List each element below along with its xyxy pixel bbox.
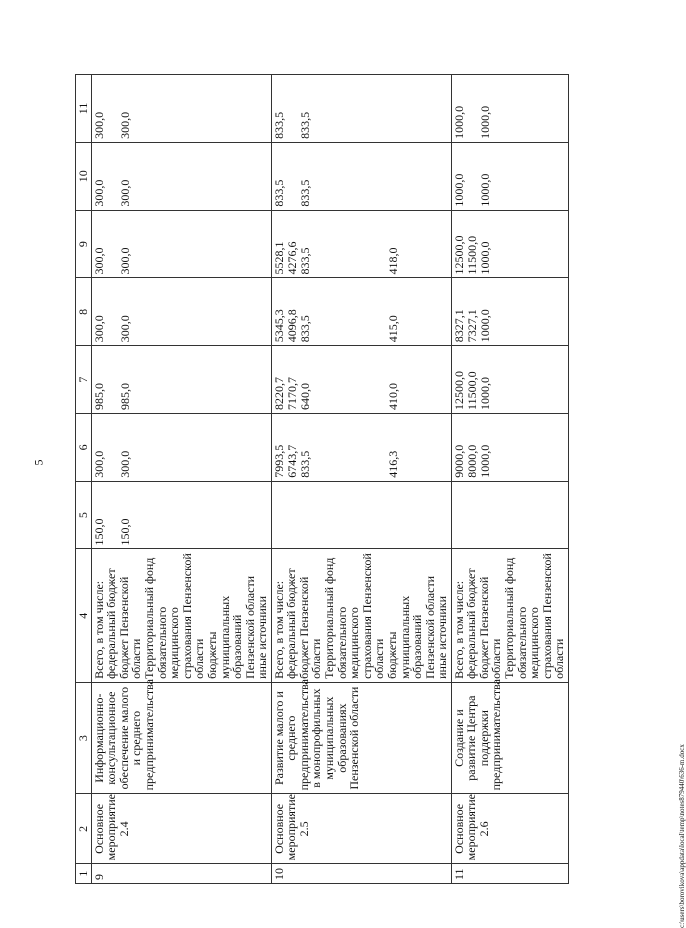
year-value-cell	[271, 346, 451, 414]
year-value-cell	[91, 481, 271, 549]
value	[106, 78, 119, 139]
row-number: 10	[271, 864, 451, 884]
value	[387, 146, 437, 207]
column-header: 5	[76, 481, 92, 549]
value: 833,5	[297, 315, 312, 343]
source-label: бюджеты муниципальных образований Пензенской области	[204, 575, 257, 679]
footer-path: c:\users\borovikova\appdata\local\temp\notes879440\636-m.docx	[677, 744, 686, 928]
value	[207, 214, 257, 275]
value: 150,0	[91, 518, 106, 546]
source-label: иные источники	[435, 595, 450, 679]
year-value-cell	[451, 210, 568, 278]
value: 1000,0	[451, 105, 466, 139]
value	[257, 78, 270, 139]
column-header: 2	[76, 794, 92, 864]
year-value-cell	[451, 481, 568, 549]
value	[207, 281, 257, 342]
value	[144, 214, 207, 275]
value: 985,0	[117, 382, 132, 410]
value	[437, 485, 450, 546]
value	[106, 146, 119, 207]
value: 300,0	[91, 450, 106, 478]
event-name: Основное мероприятие 2.6	[451, 794, 568, 864]
column-header: 11	[76, 75, 92, 143]
value: 5345,3	[271, 309, 286, 343]
value	[286, 146, 299, 207]
value: 833,5	[271, 179, 286, 207]
value: 11500,0	[464, 371, 479, 410]
year-value-cell	[451, 75, 568, 143]
value: 8327,1	[451, 309, 466, 343]
value	[504, 281, 567, 342]
value	[324, 214, 387, 275]
value: 418,0	[385, 247, 400, 275]
value	[504, 146, 567, 207]
value	[324, 485, 387, 546]
year-value-cell	[91, 142, 271, 210]
value	[144, 417, 207, 478]
source-label: бюджет Пензенской области	[476, 576, 504, 679]
value	[504, 349, 567, 410]
value	[257, 349, 270, 410]
column-header: 10	[76, 142, 92, 210]
value	[466, 485, 479, 546]
value	[207, 485, 257, 546]
value: 1000,0	[451, 173, 466, 207]
value	[479, 485, 504, 546]
table-row	[91, 75, 271, 884]
value	[207, 78, 257, 139]
year-value-cell	[271, 481, 451, 549]
value	[324, 417, 387, 478]
value	[106, 214, 119, 275]
value: 300,0	[117, 450, 132, 478]
year-value-cell	[451, 346, 568, 414]
page-number: 5	[31, 459, 46, 466]
value: 410,0	[385, 382, 400, 410]
funding-sources	[91, 549, 271, 682]
value: 833,5	[297, 450, 312, 478]
value	[299, 485, 324, 546]
value: 1000,0	[477, 309, 492, 343]
value: 7993,5	[271, 444, 286, 478]
column-header: 8	[76, 278, 92, 346]
column-header: 1	[76, 864, 92, 884]
value	[437, 349, 450, 410]
value	[504, 214, 567, 275]
value: 5528,1	[271, 241, 286, 275]
value	[207, 349, 257, 410]
value: 6743,7	[284, 444, 299, 478]
value	[286, 78, 299, 139]
year-value-cell	[451, 278, 568, 346]
year-value-cell	[91, 210, 271, 278]
funding-sources	[451, 549, 568, 682]
value: 300,0	[117, 247, 132, 275]
program-name: Создание и развитие Центра поддержки предпринимательства	[451, 682, 568, 794]
year-value-cell	[451, 142, 568, 210]
value	[324, 78, 387, 139]
value: 1000,0	[477, 241, 492, 275]
value: 833,5	[297, 179, 312, 207]
value	[324, 349, 387, 410]
column-header: 4	[76, 549, 92, 682]
value: 300,0	[91, 179, 106, 207]
value: 4276,6	[284, 241, 299, 275]
year-value-cell	[91, 75, 271, 143]
value	[504, 417, 567, 478]
value	[504, 485, 567, 546]
column-header: 3	[76, 682, 92, 794]
value	[144, 485, 207, 546]
value: 8000,0	[464, 444, 479, 478]
program-name: Информационно-консультационное обеспечение малого и среднего предпринимательства	[91, 682, 271, 794]
value	[286, 485, 299, 546]
source-label: Территориальный фонд обязательного медицинского страхования Пензенской области	[501, 553, 567, 679]
year-value-cell	[91, 346, 271, 414]
value: 416,3	[385, 450, 400, 478]
value	[437, 146, 450, 207]
value: 300,0	[91, 247, 106, 275]
event-name: Основное мероприятие 2.4	[91, 794, 271, 864]
value	[437, 78, 450, 139]
value: 7327,1	[464, 309, 479, 343]
source-label: Всего, в том числе:	[91, 580, 106, 679]
value	[387, 485, 437, 546]
value: 300,0	[117, 111, 132, 139]
value: 4096,8	[284, 309, 299, 343]
value	[324, 146, 387, 207]
value: 300,0	[91, 111, 106, 139]
value	[453, 485, 466, 546]
value	[257, 146, 270, 207]
value: 833,5	[297, 111, 312, 139]
year-value-cell	[91, 278, 271, 346]
value: 12500,0	[451, 370, 466, 410]
value: 985,0	[91, 382, 106, 410]
value	[144, 78, 207, 139]
value: 8220,7	[271, 376, 286, 410]
value	[106, 349, 119, 410]
value: 150,0	[117, 518, 132, 546]
value	[437, 214, 450, 275]
budget-table	[75, 74, 569, 884]
year-value-cell	[271, 278, 451, 346]
table-row	[271, 75, 451, 884]
row-number: 11	[451, 864, 568, 884]
value: 12500,0	[451, 235, 466, 275]
source-label: федеральный бюджет	[284, 568, 299, 679]
year-value-cell	[271, 210, 451, 278]
value	[324, 281, 387, 342]
source-label: федеральный бюджет	[464, 568, 479, 679]
source-label: Территориальный фонд обязательного медицинского страхования Пензенской области	[321, 553, 387, 679]
value	[257, 281, 270, 342]
budget-table-container	[75, 74, 605, 884]
year-value-cell	[91, 413, 271, 481]
source-label: федеральный бюджет	[104, 568, 119, 679]
value: 1000,0	[477, 173, 492, 207]
value: 9000,0	[451, 444, 466, 478]
value	[144, 349, 207, 410]
value	[144, 281, 207, 342]
funding-sources	[271, 549, 451, 682]
value	[257, 214, 270, 275]
column-header: 6	[76, 413, 92, 481]
event-name: Основное мероприятие 2.5	[271, 794, 451, 864]
value	[466, 78, 479, 139]
row-number: 9	[91, 864, 271, 884]
value: 300,0	[117, 315, 132, 343]
source-label: Всего, в том числе:	[271, 580, 286, 679]
header-row	[76, 75, 92, 884]
source-label: иные источники	[255, 595, 270, 679]
source-label: Территориальный фонд обязательного медицинского страхования Пензенской области	[141, 553, 207, 679]
value	[207, 146, 257, 207]
year-value-cell	[271, 142, 451, 210]
value	[257, 485, 270, 546]
value	[387, 78, 437, 139]
value	[504, 78, 567, 139]
value: 640,0	[297, 382, 312, 410]
year-value-cell	[451, 413, 568, 481]
value: 11500,0	[464, 235, 479, 275]
value: 300,0	[91, 315, 106, 343]
column-header: 7	[76, 346, 92, 414]
source-label: Всего, в том числе:	[451, 580, 466, 679]
program-name: Развитие малого и среднего предпринимательства в монопрофильных муниципальных образованиях Пензенской области	[271, 682, 451, 794]
value	[273, 485, 286, 546]
source-label: бюджеты муниципальных образований Пензенской области	[384, 575, 437, 679]
value	[257, 417, 270, 478]
value	[106, 281, 119, 342]
value	[437, 281, 450, 342]
value: 415,0	[385, 315, 400, 343]
value: 300,0	[117, 179, 132, 207]
value	[144, 146, 207, 207]
value: 1000,0	[477, 376, 492, 410]
value	[106, 417, 119, 478]
value: 833,5	[271, 111, 286, 139]
value: 7170,7	[284, 376, 299, 410]
value	[106, 485, 119, 546]
value	[207, 417, 257, 478]
source-label: бюджет Пензенской области	[296, 576, 324, 679]
value	[437, 417, 450, 478]
table-row	[451, 75, 568, 884]
year-value-cell	[271, 75, 451, 143]
value: 1000,0	[477, 444, 492, 478]
column-header: 9	[76, 210, 92, 278]
value: 1000,0	[477, 105, 492, 139]
value: 833,5	[297, 247, 312, 275]
year-value-cell	[271, 413, 451, 481]
value	[466, 146, 479, 207]
source-label: бюджет Пензенской области	[116, 576, 144, 679]
